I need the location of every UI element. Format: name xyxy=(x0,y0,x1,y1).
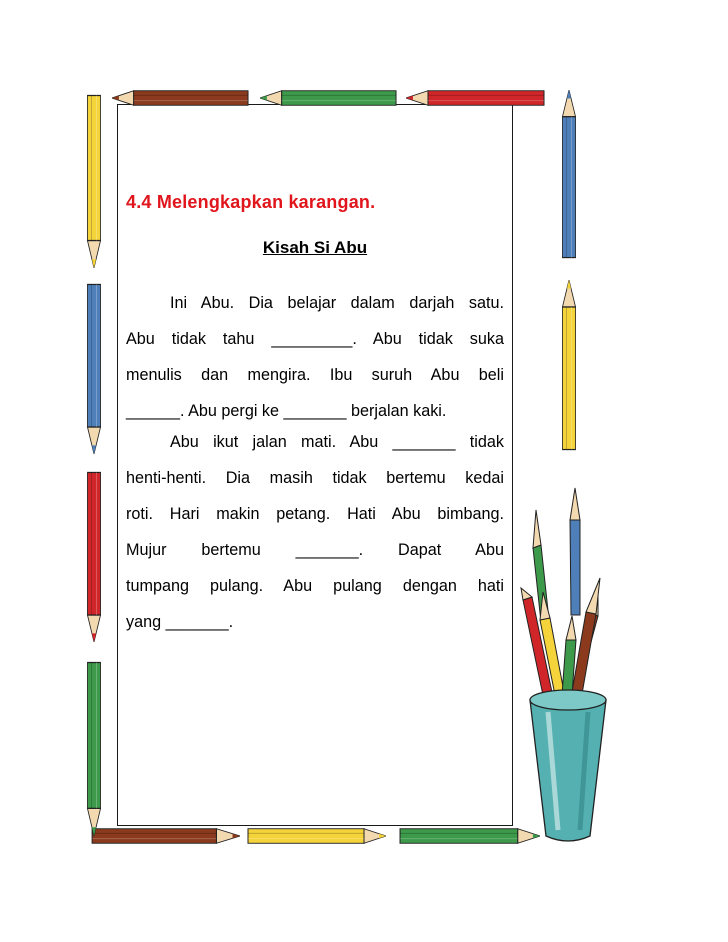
paragraph-line: menulis dan mengira. Ibu suruh Abu beli xyxy=(126,366,504,384)
paragraph-line: tumpang pulang. Abu pulang dengan hati xyxy=(126,577,504,595)
story-title: Kisah Si Abu xyxy=(262,238,368,257)
pencil-cup-icon xyxy=(521,488,606,841)
exercise-heading: 4.4 Melengkapkan karangan. xyxy=(126,192,376,212)
paragraph-line: yang _______. xyxy=(126,613,234,631)
story-paragraph-1 xyxy=(126,285,504,429)
paragraph-line: Abu ikut jalan mati. Abu _______ tidak xyxy=(170,433,504,451)
paragraph-line: Abu tidak tahu _________. Abu tidak suka xyxy=(126,330,504,348)
story-paragraph-2 xyxy=(126,424,504,640)
paragraph-line: Mujur bertemu _______. Dapat Abu xyxy=(126,541,504,559)
paragraph-line: ______. Abu pergi ke _______ berjalan kaki. xyxy=(126,402,447,420)
paragraph-line: roti. Hari makin petang. Hati Abu bimbang. xyxy=(126,505,504,523)
paragraph-line: henti-henti. Dia masih tidak bertemu kedai xyxy=(126,469,504,487)
paragraph-line: Ini Abu. Dia belajar dalam darjah satu. xyxy=(170,294,504,312)
